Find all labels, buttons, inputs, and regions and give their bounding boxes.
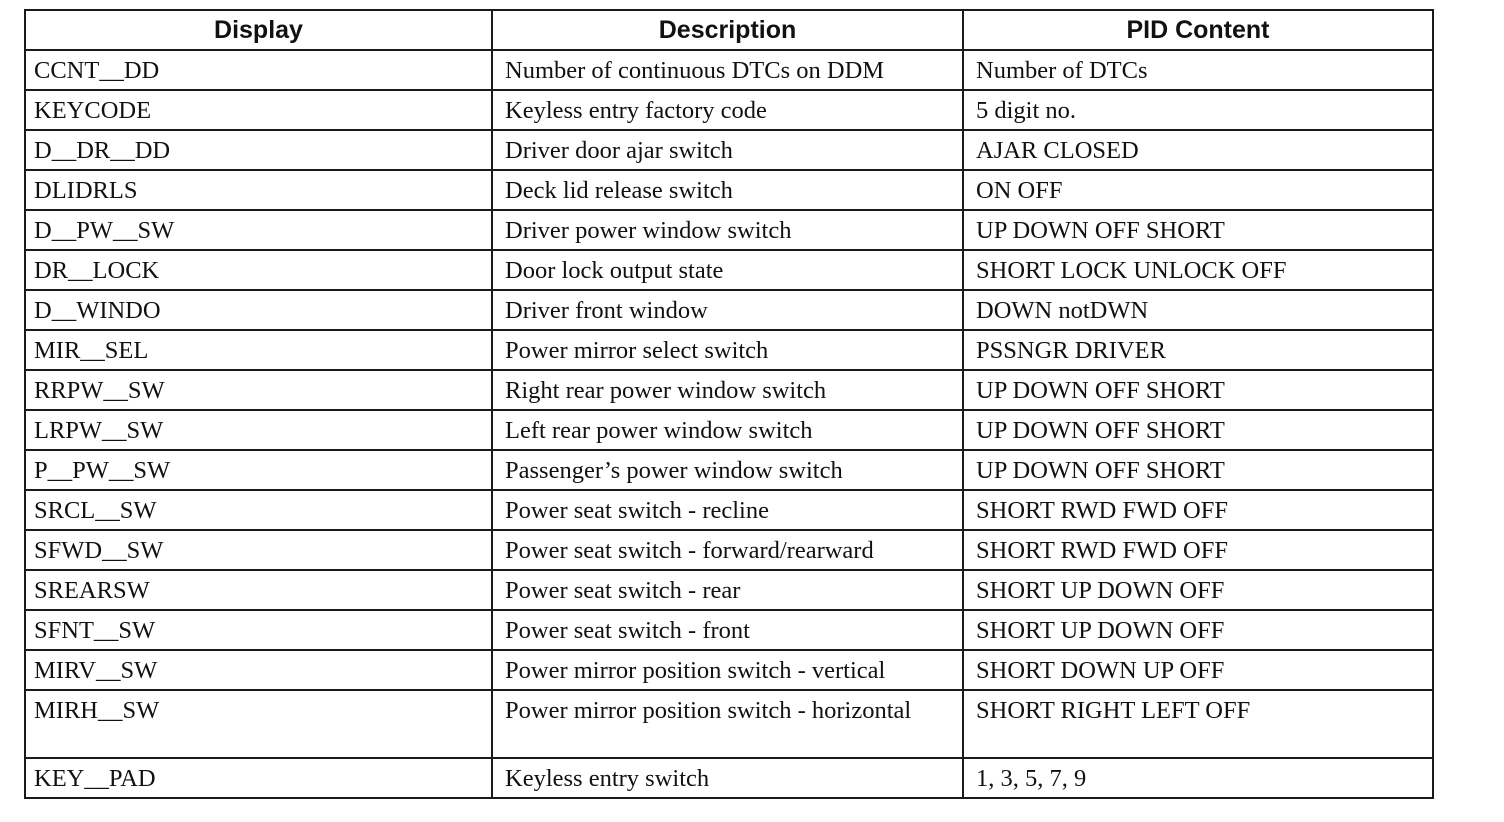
pid-content-cell: SHORT RWD FWD OFF — [963, 490, 1433, 530]
display-cell: KEYCODE — [25, 90, 492, 130]
table-header — [25, 10, 1433, 50]
pid-content-cell: SHORT UP DOWN OFF — [963, 610, 1433, 650]
pid-content-cell: SHORT DOWN UP OFF — [963, 650, 1433, 690]
table-row — [25, 290, 1433, 330]
display-cell: DR__LOCK — [25, 250, 492, 290]
description-cell: Power seat switch - forward/rearward — [492, 530, 963, 570]
display-cell: D__WINDO — [25, 290, 492, 330]
table-row — [25, 610, 1433, 650]
description-cell: Right rear power window switch — [492, 370, 963, 410]
display-cell: SFNT__SW — [25, 610, 492, 650]
header-pid-content: PID Content — [963, 10, 1433, 50]
display-cell: KEY__PAD — [25, 758, 492, 798]
pid-content-cell: UP DOWN OFF SHORT — [963, 410, 1433, 450]
table-row — [25, 410, 1433, 450]
display-cell: LRPW__SW — [25, 410, 492, 450]
description-cell: Door lock output state — [492, 250, 963, 290]
display-cell: MIRV__SW — [25, 650, 492, 690]
header-row — [25, 10, 1433, 50]
pid-content-cell: Number of DTCs — [963, 50, 1433, 90]
display-cell: D__PW__SW — [25, 210, 492, 250]
description-cell: Driver front window — [492, 290, 963, 330]
description-cell: Power seat switch - recline — [492, 490, 963, 530]
display-cell: DLIDRLS — [25, 170, 492, 210]
pid-content-cell: UP DOWN OFF SHORT — [963, 450, 1433, 490]
description-cell: Driver power window switch — [492, 210, 963, 250]
header-display: Display — [25, 10, 492, 50]
pid-content-cell: UP DOWN OFF SHORT — [963, 370, 1433, 410]
description-cell: Power mirror position switch - horizontal — [492, 690, 963, 758]
table-row — [25, 250, 1433, 290]
description-cell: Power seat switch - rear — [492, 570, 963, 610]
table-row — [25, 170, 1433, 210]
display-cell: SFWD__SW — [25, 530, 492, 570]
description-cell: Keyless entry switch — [492, 758, 963, 798]
description-cell: Driver door ajar switch — [492, 130, 963, 170]
pid-content-cell: SHORT UP DOWN OFF — [963, 570, 1433, 610]
pid-content-cell: SHORT RIGHT LEFT OFF — [963, 690, 1433, 758]
table-row — [25, 690, 1433, 758]
table-row — [25, 450, 1433, 490]
description-cell: Deck lid release switch — [492, 170, 963, 210]
header-description: Description — [492, 10, 963, 50]
table-row — [25, 130, 1433, 170]
pid-content-cell: AJAR CLOSED — [963, 130, 1433, 170]
display-cell: RRPW__SW — [25, 370, 492, 410]
description-cell: Left rear power window switch — [492, 410, 963, 450]
table-body — [25, 50, 1433, 798]
description-cell: Number of continuous DTCs on DDM — [492, 50, 963, 90]
display-cell: SRCL__SW — [25, 490, 492, 530]
pid-content-cell: DOWN notDWN — [963, 290, 1433, 330]
display-cell: MIRH__SW — [25, 690, 492, 758]
table-row — [25, 370, 1433, 410]
pid-content-cell: ON OFF — [963, 170, 1433, 210]
table-row — [25, 90, 1433, 130]
table-row — [25, 758, 1433, 798]
display-cell: D__DR__DD — [25, 130, 492, 170]
table-row — [25, 650, 1433, 690]
pid-table — [24, 9, 1434, 799]
pid-content-cell: 1, 3, 5, 7, 9 — [963, 758, 1433, 798]
pid-content-cell: UP DOWN OFF SHORT — [963, 210, 1433, 250]
description-cell: Power seat switch - front — [492, 610, 963, 650]
display-cell: P__PW__SW — [25, 450, 492, 490]
table-row — [25, 530, 1433, 570]
table-row — [25, 330, 1433, 370]
description-cell: Passenger’s power window switch — [492, 450, 963, 490]
pid-content-cell: PSSNGR DRIVER — [963, 330, 1433, 370]
display-cell: MIR__SEL — [25, 330, 492, 370]
pid-content-cell: SHORT RWD FWD OFF — [963, 530, 1433, 570]
description-cell: Keyless entry factory code — [492, 90, 963, 130]
table-row — [25, 570, 1433, 610]
description-cell: Power mirror position switch - vertical — [492, 650, 963, 690]
table-row — [25, 210, 1433, 250]
display-cell: CCNT__DD — [25, 50, 492, 90]
description-cell: Power mirror select switch — [492, 330, 963, 370]
table-row — [25, 50, 1433, 90]
table-row — [25, 490, 1433, 530]
display-cell: SREARSW — [25, 570, 492, 610]
pid-content-cell: 5 digit no. — [963, 90, 1433, 130]
pid-content-cell: SHORT LOCK UNLOCK OFF — [963, 250, 1433, 290]
